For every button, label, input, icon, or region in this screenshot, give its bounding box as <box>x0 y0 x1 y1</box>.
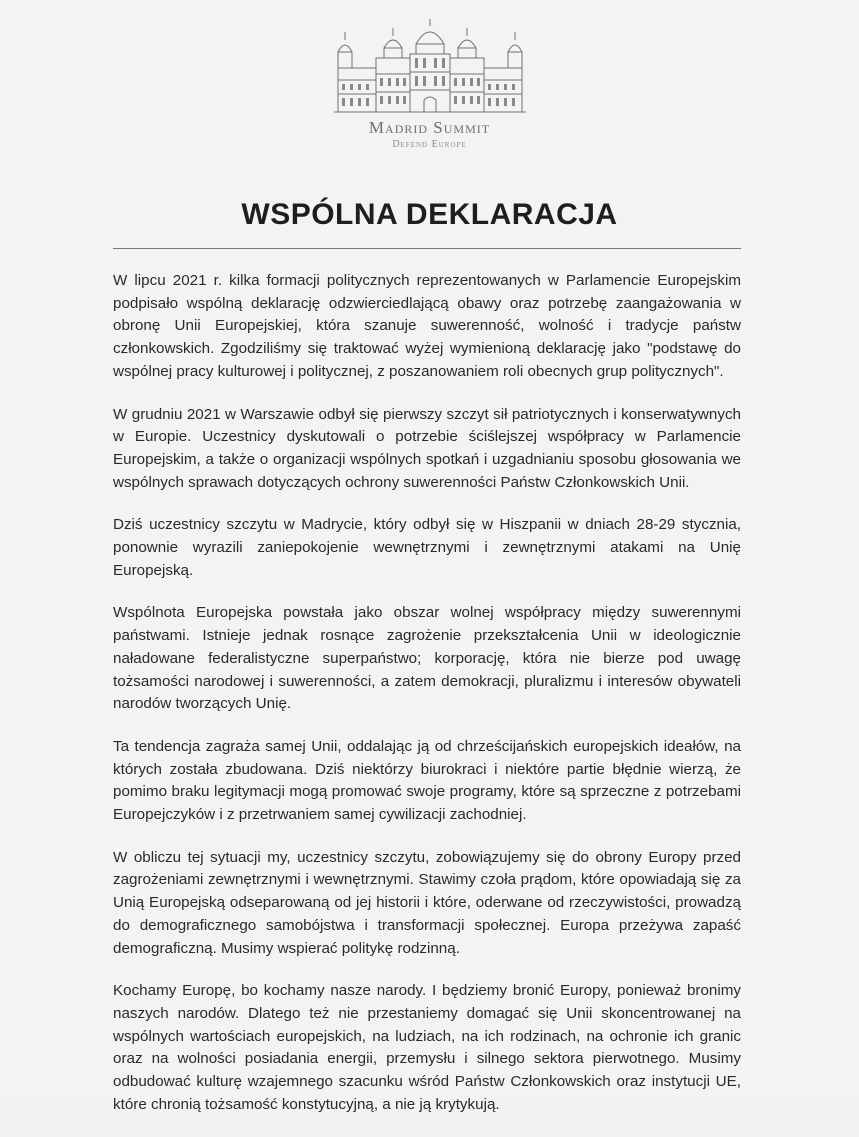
document-title: WSPÓLNA DEKLARACJA <box>241 198 618 231</box>
logo-title: Madrid Summit <box>368 118 491 137</box>
paragraph-5: Ta tendencja zagraża samej Unii, oddalając ją od chrześcijańskich europejskich ideałów, na których została zbudowana. Dziś niektórzy biurokraci i niektóre partie błędnie wierzą, że pomimo braku legitymacji mogą promować swoje programy, które są sprzeczne z potrzebami Europejczyków i z przetrwaniem samej cywilizacji zachodniej. <box>113 737 741 824</box>
logo-subtitle: Defend Europe <box>392 139 467 150</box>
paragraph-7: Kochamy Europę, bo kochamy nasze narody. I będziemy bronić Europy, ponieważ bronimy naszych narodów. Dlatego też nie przestaniemy domagać się Unii skoncentrowanej na wspólnych wartościach europejskich, na ludziach, na ich rodzinach, na ochronie ich granic oraz na wolności posiadania energii, przemysłu i silnego sektora pierwotnego. Musimy odbudować kulturę wzajemnego szacunku wśród Państw Członkowskich oraz instytucji UE, które chronią tożsamość konstytucyjną, a nie ją krytykują. <box>113 982 741 1113</box>
parliament-building-icon <box>330 18 530 114</box>
summit-logo <box>0 18 859 150</box>
paragraph-2: W grudniu 2021 w Warszawie odbył się pierwszy szczyt sił patriotycznych i konserwatywnych w Europie. Uczestnicy dyskutowali o potrzebie ściślejszej współpracy w Parlamencie Europejskim, a także o organizacji wspólnych spotkań i uzgadnianiu sposobu głosowania we wspólnych sprawach dotyczących ochrony suwerenności Państw Członkowskich Unii. <box>113 405 741 491</box>
paragraph-4: Wspólnota Europejska powstała jako obszar wolnej współpracy między suwerennymi państwami. Istnieje jednak rosnące zagrożenie przekształcenia Unii w ideologicznie naładowane federalistyczne superpaństwo; korporację, która nie bierze pod uwagę tożsamości narodowej i suwerenności, a zatem demokracji, pluralizmu i interesów obywateli narodów tworzących Unię. <box>113 604 741 713</box>
title-divider <box>113 248 741 249</box>
paragraph-3: Dziś uczestnicy szczytu w Madrycie, który odbył się w Hiszpanii w dniach 28-29 stycznia, ponownie wyrazili zaniepokojenie wewnętrznymi i zewnętrznymi atakami na Unię Europejską. <box>113 516 741 579</box>
paragraph-6: W obliczu tej sytuacji my, uczestnicy szczytu, zobowiązujemy się do obrony Europy przed zagrożeniami zewnętrznymi i wewnętrznymi. Stawimy czoła prądom, które opowiadają się za Unią Europejską odseparowaną od jej historii i które, oderwane od rzeczywistości, prowadzą do demograficznego samobójstwa i transformacji społecznej. Europa przeżywa zapaść demograficzną. Musimy wspierać politykę rodzinną. <box>113 848 741 957</box>
document-body <box>113 270 741 1137</box>
paragraph-1: W lipcu 2021 r. kilka formacji politycznych reprezentowanych w Parlamencie Europejskim podpisało wspólną deklarację odzwierciedlającą obawy oraz potrzebę zaangażowania w obronę Unii Europejskiej, która szanuje suwerenność, wolność i tradycje państw członkowskich. Zgodziliśmy się traktować wyżej wymienioną deklarację jako "podstawę do wspólnej pracy kulturowej i politycznej, z poszanowaniem roli obecnych grup politycznych". <box>113 272 741 380</box>
